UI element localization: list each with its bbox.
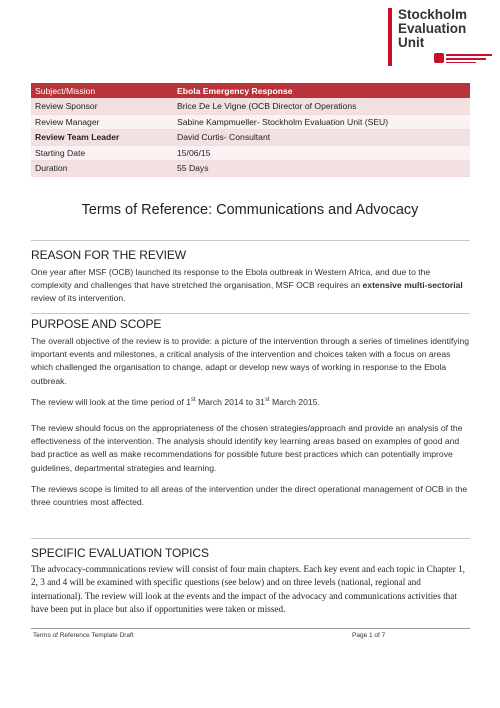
reason-paragraph bbox=[31, 266, 470, 306]
logo-accent-bar bbox=[388, 8, 392, 66]
table-value-cell: Ebola Emergency Response bbox=[173, 83, 470, 99]
purpose-paragraph-4: The reviews scope is limited to all areas of the intervention under the direct operational management of OCB in the three countries most affected. bbox=[31, 484, 468, 508]
reason-emphasis: extensive multi-sectorial bbox=[362, 280, 463, 291]
table-value-cell: 15/06/15 bbox=[173, 145, 470, 161]
period-text-1: The review will look at the time period of 1 bbox=[31, 397, 192, 407]
msf-line-3 bbox=[446, 62, 476, 63]
table-key-cell: Review Manager bbox=[31, 114, 173, 130]
footer-page-number: Page 1 of 7 bbox=[352, 632, 386, 639]
purpose-paragraph-1: The overall objective of the review is to provide: a picture of the intervention through a series of timelines identifying important events and milestones, a critical analysis of the intervention and choices taken with a focus on areas which challenged the organisation to change, adapt or develop new ways of working in response to the Ebola outbreak. bbox=[31, 336, 470, 386]
period-text-3: March 2015. bbox=[269, 397, 320, 407]
section-divider bbox=[31, 313, 470, 314]
logo-line-2: Evaluation bbox=[398, 21, 467, 36]
specific-paragraph: The advocacy-communications review will consist of four main chapters. Each key event and each topic in Chapter 1, 2, 3 and 4 will be examined with specific questions (see below) and on three levels (national, regional and international). The review will look at the events and the impact of the advocacy and communications activities that have been put in place but also if opportunities were taken or missed. bbox=[31, 564, 465, 614]
table-value-cell: Sabine Kampmueller- Stockholm Evaluation Unit (SEU) bbox=[173, 114, 470, 130]
table-row bbox=[31, 99, 470, 115]
msf-line-2 bbox=[446, 58, 486, 60]
table-key-cell: Review Sponsor bbox=[31, 99, 173, 115]
period-sup-1: st bbox=[191, 397, 196, 404]
msf-line-1 bbox=[446, 54, 492, 56]
logo-wordmark bbox=[398, 8, 467, 50]
section-heading-reason: REASON FOR THE REVIEW bbox=[31, 248, 187, 262]
footer-divider bbox=[31, 628, 470, 629]
period-sup-2: st bbox=[264, 397, 270, 404]
table-row bbox=[31, 130, 470, 146]
section-divider bbox=[31, 538, 470, 539]
period-text-2: March 2014 to 31 bbox=[195, 397, 265, 407]
logo-line-3: Unit bbox=[398, 35, 425, 50]
section-heading-purpose: PURPOSE AND SCOPE bbox=[31, 317, 162, 331]
seu-logo bbox=[388, 4, 496, 68]
review-info-table bbox=[31, 83, 470, 177]
table-key-cell: Subject/Mission bbox=[31, 83, 173, 99]
table-value-cell: David Curtis- Consultant bbox=[173, 130, 470, 146]
reason-text: One year after MSF (OCB) launched its response to the Ebola outbreak in Western Africa, and due to the complexity and challenges that have stretched the organisation, MSF OCB requires an bbox=[31, 267, 431, 291]
table-key-cell: Starting Date bbox=[31, 145, 173, 161]
table-row bbox=[31, 145, 470, 161]
section-heading-specific: SPECIFIC EVALUATION TOPICS bbox=[31, 546, 209, 560]
table-value-cell: Brice De Le Vigne (OCB Director of Operations bbox=[173, 99, 470, 115]
table-value-cell: 55 Days bbox=[173, 161, 470, 177]
logo-line-1: Stockholm bbox=[398, 7, 468, 22]
reason-text-end: review of its intervention. bbox=[31, 293, 126, 304]
table-row bbox=[31, 161, 470, 177]
table-key-cell: Duration bbox=[31, 161, 173, 177]
msf-logo bbox=[434, 52, 494, 66]
page-title: Terms of Reference: Communications and Advocacy bbox=[81, 202, 419, 218]
table-row bbox=[31, 114, 470, 130]
footer-doc-name: Terms of Reference Template Draft bbox=[33, 632, 134, 639]
purpose-paragraph-3: The review should focus on the appropriateness of the chosen strategies/approach and provide an analysis of the effectiveness of the intervention. The analysis should identify key learning areas based on examples of good and bad practice as well as make recommendations for possible future best practices which can potentially improve guidelines, departmental strategies and learning. bbox=[31, 423, 463, 473]
msf-mark-icon bbox=[434, 53, 444, 63]
table-row bbox=[31, 83, 470, 99]
table-key-cell: Review Team Leader bbox=[31, 130, 173, 146]
purpose-paragraph-2 bbox=[31, 396, 470, 409]
section-divider bbox=[31, 240, 470, 241]
